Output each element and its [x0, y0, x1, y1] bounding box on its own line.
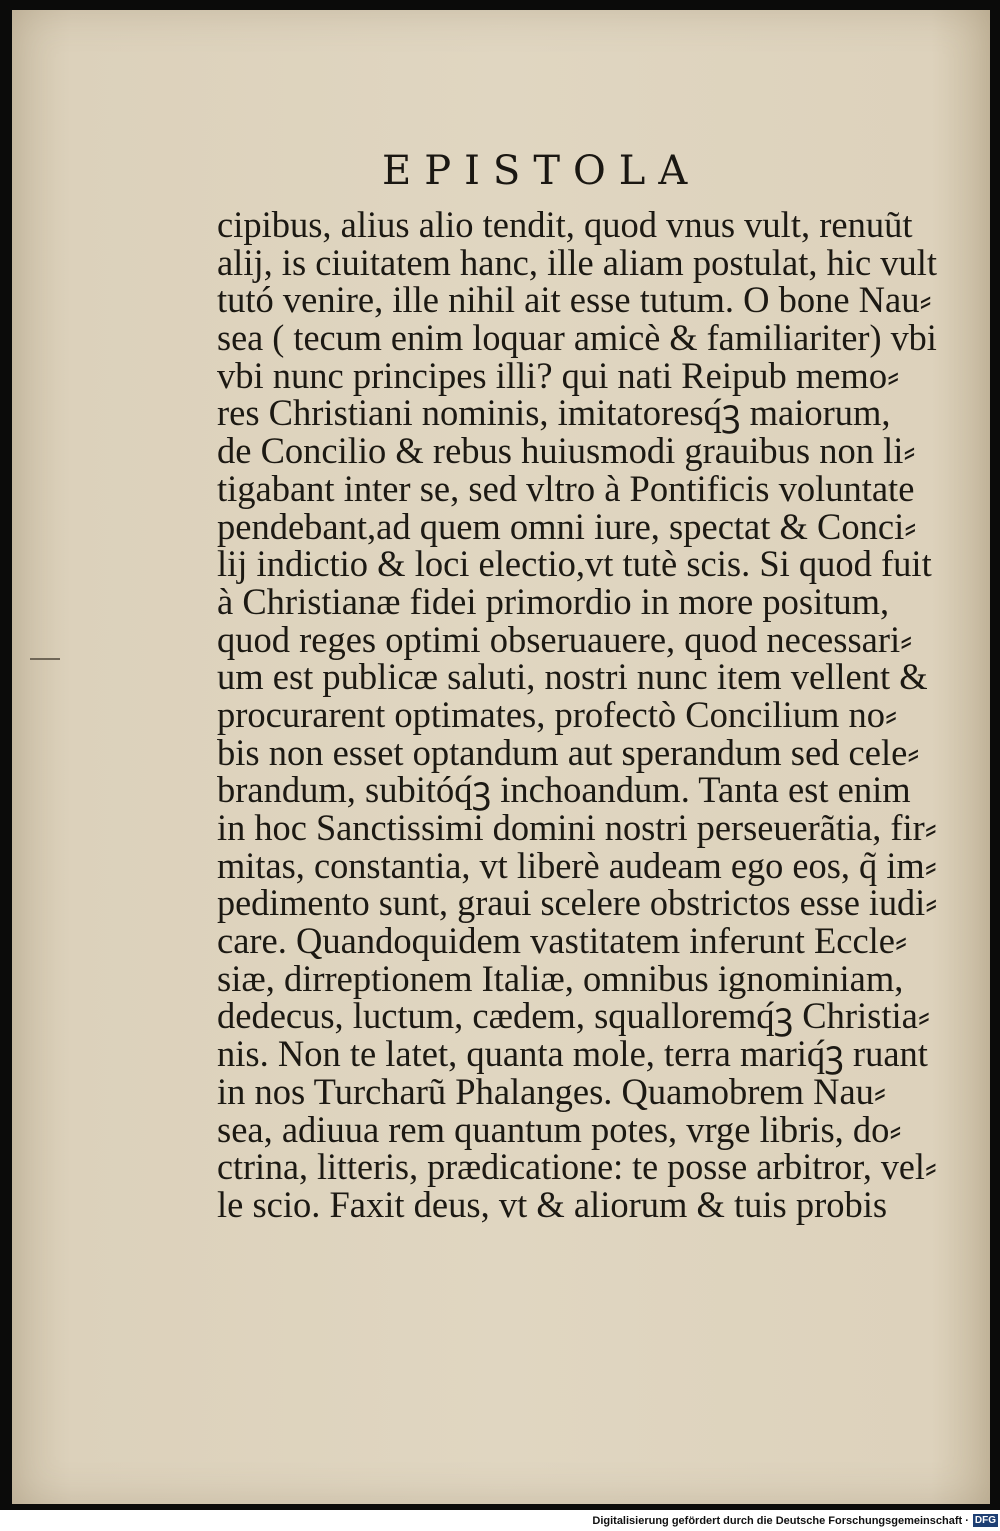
- text-line: pedimento sunt, graui scelere obstrictos esse iudi⸗: [217, 882, 938, 924]
- text-line: lij indictio & loci electio,vt tutè scis. Si quod fuit: [217, 543, 932, 585]
- book-page: [12, 10, 990, 1504]
- text-line: sea, adiuua rem quantum potes, vrge libris, do⸗: [217, 1108, 902, 1150]
- text-line: nis. Non te latet, quanta mole, terra mariq́ꝫ ruant: [217, 1033, 928, 1075]
- text-line: tigabant inter se, sed vltro à Pontificis voluntate: [217, 467, 915, 509]
- text-line: de Concilio & rebus huiusmodi grauibus non li⸗: [217, 430, 916, 472]
- text-line: siæ, dirreptionem Italiæ, omnibus ignominiam,: [217, 957, 904, 999]
- dfg-logo: DFG: [974, 1515, 996, 1526]
- text-line: brandum, subitóq́ꝫ inchoandum. Tanta est enim: [217, 769, 911, 811]
- text-line: tutó venire, ille nihil ait esse tutum. O bone Nau⸗: [217, 279, 932, 321]
- text-line: dedecus, luctum, cædem, squalloremq́ꝫ Christia⸗: [217, 995, 931, 1037]
- funding-notice: Digitalisierung gefördert durch die Deutsche Forschungsgemeinschaft ·: [592, 1514, 969, 1527]
- body-text: [217, 206, 937, 1224]
- text-line: alij, is ciuitatem hanc, ille aliam postulat, hic vult: [217, 241, 937, 283]
- page-heading: EPISTOLA: [382, 148, 701, 194]
- funding-footer: [592, 1510, 1000, 1531]
- text-line: le scio. Faxit deus, vt & aliorum & tuis probis: [217, 1183, 888, 1225]
- text-line: res Christiani nominis, imitatoresq́ꝫ maiorum,: [217, 392, 891, 434]
- text-line: um est publicæ saluti, nostri nunc item vellent &: [217, 656, 928, 698]
- text-line: cipibus, alius alio tendit, quod vnus vult, renuũt: [217, 204, 913, 245]
- margin-mark: [30, 658, 60, 660]
- text-line: quod reges optimi obseruauere, quod necessari⸗: [217, 618, 913, 660]
- text-line: in hoc Sanctissimi domini nostri perseuerãtia, fir⸗: [217, 807, 937, 848]
- text-line: ctrina, litteris, prædicatione: te posse arbitror, vel⸗: [217, 1146, 937, 1188]
- text-line: in nos Turcharũ Phalanges. Quamobrem Nau⸗: [217, 1070, 887, 1112]
- text-line: sea ( tecum enim loquar amicè & familiariter) vbi: [217, 317, 937, 359]
- text-line: procurarent optimates, profectò Concilium no⸗: [217, 693, 898, 735]
- text-line: care. Quandoquidem vastitatem inferunt Eccle⸗: [217, 920, 908, 962]
- text-line: pendebant,ad quem omni iure, spectat & Conci⸗: [217, 505, 917, 547]
- text-line: bis non esset optandum aut sperandum sed cele⸗: [217, 731, 920, 773]
- text-line: mitas, constantia, vt liberè audeam ego eos, q̃ im⸗: [217, 844, 937, 886]
- text-line: à Christianæ fidei primordio in more positum,: [217, 580, 890, 622]
- text-line: vbi nunc principes illi? qui nati Reipub memo⸗: [217, 354, 900, 396]
